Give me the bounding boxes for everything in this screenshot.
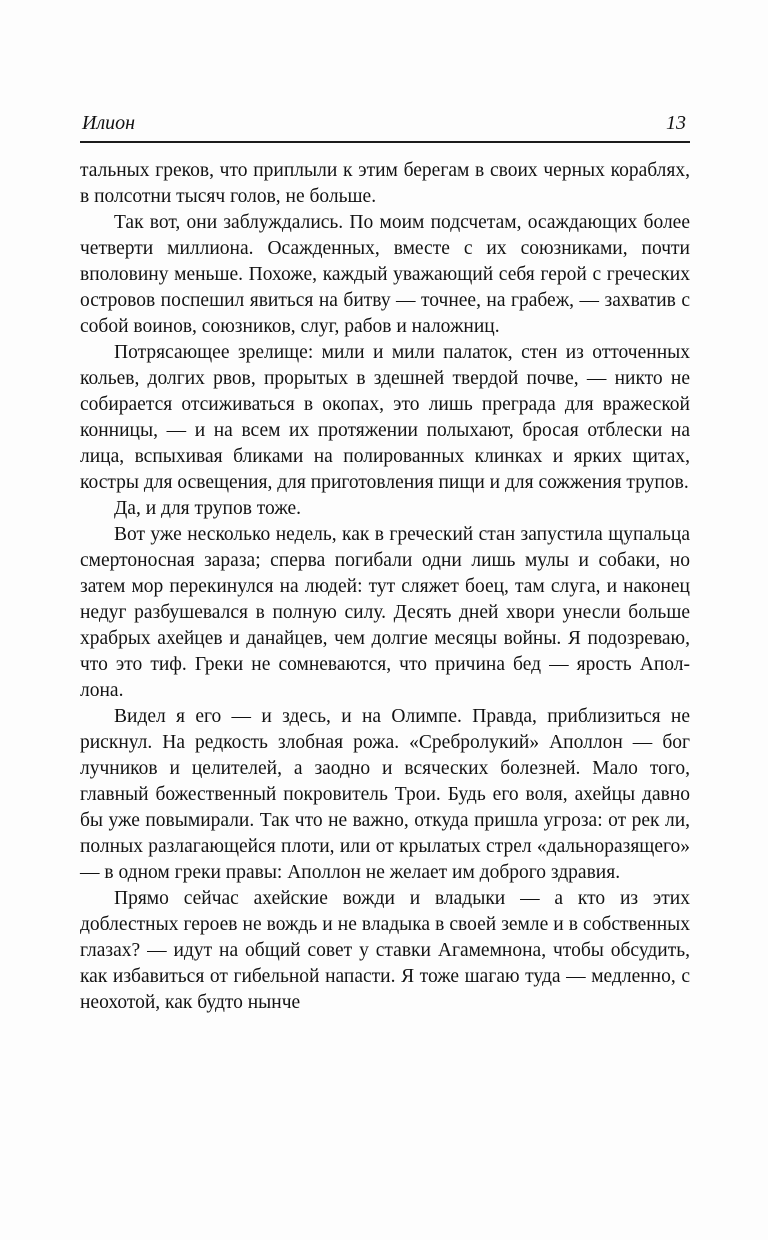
paragraph: Да, и для трупов тоже. [114,498,302,519]
paragraph: Видел я его — и здесь, и на Олимпе. Правда, приблизиться не рискнул. На редкость злобная рожа. «Сребролукий» Аполлон — бог лучников и целителей, а заодно и всяческих болезней. Мало того, главный божественный покровитель Трои. Будь его воля, ахейцы давно бы уже повымирали. Так что не важно, откуда пришла угроза: от рек ли, полных разлагающейся плоти, или от крылатых стрел «дальноразящего» — в одном греки правы: Аполлон не желает им доброго здравия. [80,706,690,883]
body-text [80,158,690,1016]
paragraph: Потрясающее зрелище: мили и мили палаток, стен из отточенных кольев, долгих рвов, прорытых в здешней твердой почве, — никто не собирается отсиживаться в окопах, это лишь преграда для вражеской конницы, — и на всем их протяжении полыхают, бросая отблески на лица, вспыхивая бликами на полированных клинках и ярких щитах, костры для освещения, для приготовления пищи и для сожжения трупов. [80,342,690,493]
running-head [80,112,690,143]
paragraph: Так вот, они заблуждались. По моим подсчетам, осаждающих более четверти миллиона. Осажденных, вместе с их союзниками, почти вполовину меньше. Похоже, каждый уважающий себя герой с греческих островов поспешил явиться на битву — точнее, на грабеж, — захватив с собой воинов, союзников, слуг, рабов и наложниц. [80,212,690,337]
page-number: 13 [666,112,686,134]
book-title: Илион [82,112,136,134]
paragraph: Прямо сейчас ахейские вожди и владыки — а кто из этих доблестных героев не вождь и не владыка в своей земле и в собственных глазах? — идут на общий совет у ставки Агамемнона, чтобы обсудить, как избавиться от гибельной напасти. Я тоже шагаю туда — медленно, с неохотой, как будто нынче [80,888,690,1013]
paragraph: тальных греков, что приплыли к этим берегам в своих черных кораблях, в полсотни тысяч голов, не больше. [80,160,690,207]
paragraph: Вот уже несколько недель, как в греческий стан запустила щупальца смертоносная зараза; сперва погибали одни лишь мулы и собаки, но затем мор перекинулся на людей: тут сляжет боец, там слуга, и наконец недуг разбушевался в полную силу. Десять дней хвори унесли больше храбрых ахейцев и данайцев, чем долгие месяцы войны. Я подозреваю, что это тиф. Греки не сомневаются, что причина бед — ярость Аполлона. [80,524,690,701]
